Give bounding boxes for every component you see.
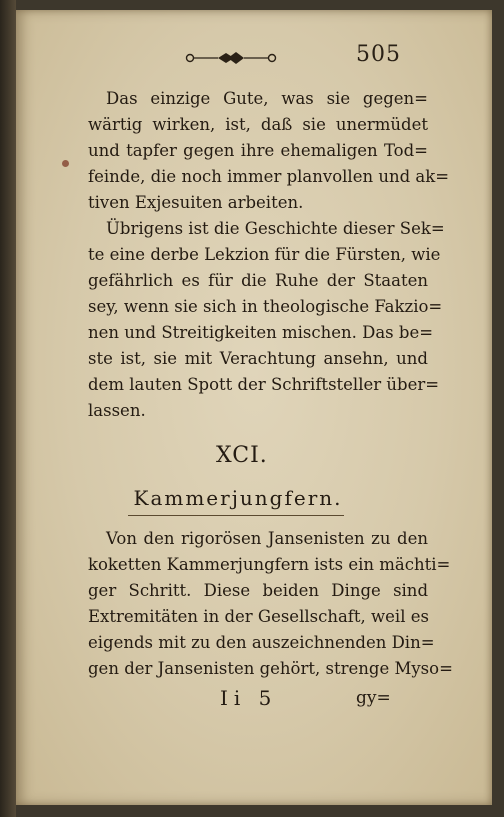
text-line: lassen.	[88, 401, 146, 420]
page-number: 505	[356, 42, 401, 67]
text-line: feinde, die noch immer planvollen und ak=	[88, 167, 450, 186]
header-ornament-icon	[184, 50, 284, 66]
ink-stain	[62, 160, 69, 167]
chapter-number: XCI.	[216, 443, 268, 468]
text-line: dem lauten Spott der Schriftsteller über=	[88, 375, 440, 394]
text-line: gen der Jansenisten gehört, strenge Myso=	[88, 659, 453, 678]
text-line: nen und Streitigkeiten mischen. Das be=	[88, 323, 434, 342]
text-line: Extremitäten in der Gesellschaft, weil es	[88, 607, 429, 626]
text-line: wärtig wirken, ist, daß sie unermüdet	[88, 115, 428, 134]
title-underline	[128, 515, 344, 516]
catchword: gy=	[356, 688, 391, 708]
text-line: und tapfer gegen ihre ehemaligen Tod=	[88, 141, 428, 160]
text-line: sey, wenn sie sich in theologische Fakzio=	[88, 297, 443, 316]
text-line: gefährlich es für die Ruhe der Staaten	[88, 271, 428, 290]
text-line: ger Schritt. Diese beiden Dinge sind	[88, 581, 428, 600]
book-page	[16, 10, 492, 805]
text-line: Von den rigorösen Jansenisten zu den	[106, 529, 428, 548]
signature-mark: Ii 5	[220, 686, 278, 710]
text-line: tiven Exjesuiten arbeiten.	[88, 193, 304, 212]
text-line: Übrigens ist die Geschichte dieser Sek=	[106, 219, 445, 238]
text-line: Das einzige Gute, was sie gegen=	[106, 89, 428, 108]
text-line: koketten Kammerjungfern ists ein mächti=	[88, 555, 451, 574]
text-line: ste ist, sie mit Verachtung ansehn, und	[88, 349, 428, 368]
book-binding-edge	[0, 0, 16, 817]
text-line: eigends mit zu den auszeichnenden Din=	[88, 633, 435, 652]
text-line: te eine derbe Lekzion für die Fürsten, wie	[88, 245, 441, 264]
chapter-title: Kammerjungfern.	[133, 486, 343, 510]
